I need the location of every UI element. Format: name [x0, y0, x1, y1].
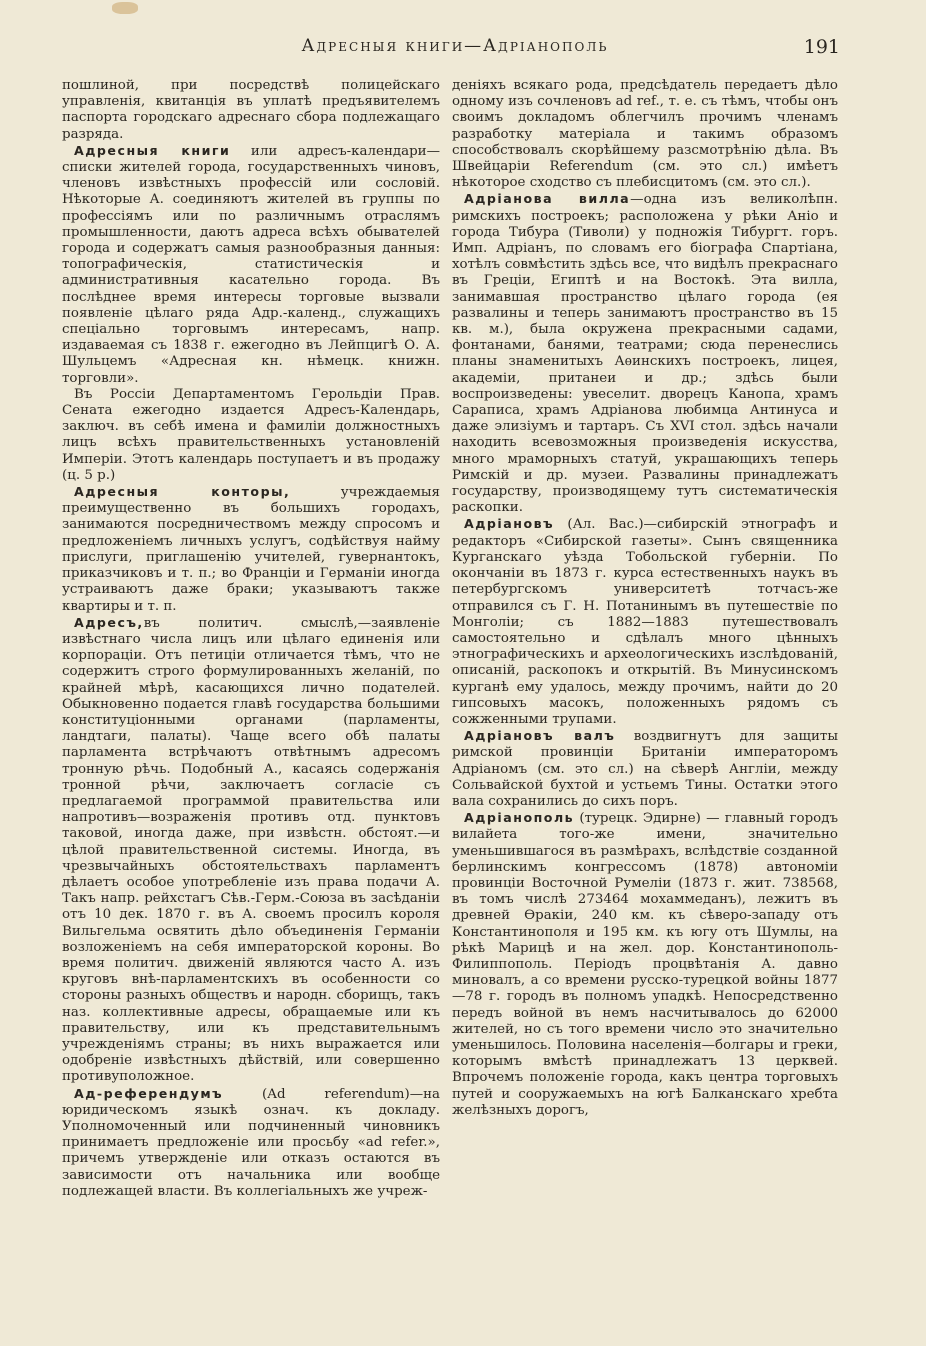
entry-adrianopol	[452, 810, 838, 1119]
headword: Адріановъ валъ	[464, 728, 616, 744]
entry-text: въ политич. смыслѣ,—заявленіе извѣстнаго числа лицъ или цѣлаго единенія или корпораціи. Отъ петиціи отличается тѣмъ, что не содержитъ строго формулированныхъ желаній, по крайней мѣрѣ, касающихся лично подателей. Обыкновенно подается главѣ государства большими конституціонными органами (парламенты, ландтаги, палаты). Чаще всего обѣ палаты парламента встрѣчаютъ отвѣтнымъ адресомъ тронную рѣчь. Подобный А., касаясь содержанія тронной рѣчи, заключаетъ согласіе съ предлагаемой программой правительства или напротивъ—возраженія противъ отд. пунктовъ таковой, иногда даже, при извѣстн. обстоят.—и цѣлой правительственной системы. Иногда, въ чрезвычайныхъ обстоятельствахъ парламентъ дѣлаетъ особое употребленіе изъ права подачи А. Такъ напр. рейхстагъ Сѣв.-Герм.-Союза въ засѣданіи отъ 10 дек. 1870 г. въ А. своемъ просилъ короля Вильгельма освятить дѣло объединенія Германіи возложеніемъ на себя императорской короны. Во время политич. движеній являются часто А. изъ круговъ внѣ-парламентскихъ въ особенности со стороны разныхъ обществъ и народн. сборищъ, такъ наз. коллективные адресы, обращаемые или къ правительству, или къ представительнымъ учрежденіямъ страны; въ нихъ выражается или одобреніе извѣстныхъ дѣйствій, или совершенно противуположное.	[62, 615, 440, 1085]
running-title: Адресныя книги—Адріанополь	[301, 36, 609, 56]
entry-text: или адресъ-календари—списки жителей города, государственныхъ чиновъ, членовъ извѣстныхъ профессій или сословій. Нѣкоторые А. соединяютъ жителей въ группы по профессіямъ или по различнымъ отраслямъ промышленности, даютъ адреса всѣхъ обывателей города и содержатъ самыя разнообразныя данныя: топографическія, статистическія и административныя касательно города. Въ послѣднее время интересы торговые вызвали появленіе цѣлаго ряда Адр.-календ., служащихъ спеціально торговымъ интересамъ, напр. издаваемая съ 1838 г. ежегодно въ Лейпцигѣ О. А. Шульцемъ «Адресная кн. нѣмецк. книжн. торговли».	[62, 143, 440, 386]
ink-smudge	[112, 2, 138, 14]
entry-adrianova-villa	[452, 191, 838, 516]
entry-adresnyya-kontory	[62, 484, 440, 615]
continued-paragraph: пошлиной, при посредствѣ полицейскаго управленія, квитанція въ уплатѣ предъявителемъ паспорта городскаго адреснаго сбора подлежащаго разряда.	[62, 78, 440, 142]
headword: Адресныя конторы,	[74, 484, 291, 500]
headword: Адресныя книги	[74, 142, 231, 158]
headword: Адресъ,	[74, 614, 144, 630]
entry-adres	[62, 615, 440, 1086]
left-column	[62, 78, 440, 1340]
entry-adresnyya-knigi	[62, 143, 440, 387]
entry-adrianov	[452, 516, 838, 728]
continued-paragraph: деніяхъ всякаго рода, предсѣдатель передаетъ дѣло одному изъ сочленовъ ad ref., т. е. съ тѣмъ, чтобы онъ своимъ докладомъ облегчилъ прочимъ членамъ разработку матеріала и такимъ образомъ способствовалъ скорѣйшему разсмотрѣнію дѣла. Въ Швейцаріи Referendum (см. это сл.) имѣетъ нѣкоторое сходство съ плебисцитомъ (см. это сл.).	[452, 78, 838, 191]
headword: Адріанова вилла	[464, 191, 631, 207]
entry-adrianov-val	[452, 728, 838, 810]
entry-text: —одна изъ великолѣпн. римскихъ построекъ; расположена у рѣки Аніо и города Тибура (Тиволи) у подножія Тибургт. горъ. Имп. Адріанъ, по словамъ его біографа Спартіана, хотѣлъ совмѣстить здѣсь все, что видѣлъ прекраснаго въ Греціи, Египтѣ и на Востокѣ. Эта вилла, занимавшая пространство цѣлаго города (ея развалины и теперь занимаютъ пространство въ 15 кв. м.), была окружена прекрасными садами, фонтанами, банями, театрами; сюда перенеслись планы знаменитыхъ Аѳинскихъ построекъ, лицея, академіи, пританеи и др.; здѣсь были воспроизведены: увеселит. дворецъ Канопа, храмъ Сараписа, храмъ Адріанова любимца Антинуса и даже элизіумъ и тартаръ. Съ XVI стол. здѣсь начали находить всевозможныя произведенія искусства, много мраморныхъ статуй, украшающихъ теперь Римскій и др. музеи. Развалины принадлежатъ государству, производящему тутъ систематическія раскопки.	[452, 192, 838, 516]
entry-text: учреждаемыя преимущественно въ большихъ городахъ, занимаются посредничествомъ между спросомъ и предложеніемъ личныхъ услугъ, содѣйствуя найму прислуги, приглашенію учителей, гувернантокъ, приказчиковъ и т. п.; во Франціи и Германіи иногда устраиваютъ даже браки; указываютъ также квартиры и т. п.	[62, 485, 440, 614]
entry-text: (Ал. Вас.)—сибирскій этнографъ и редакторъ «Сибирской газеты». Сынъ священника Курганскаго уѣзда Тобольской губерніи. По окончаніи въ 1873 г. курса естественныхъ наукъ въ петербургскомъ университетѣ тотчасъ-же отправился съ Г. Н. Потанинымъ въ путешествіе по Монголіи; съ 1882—1883 путешествовалъ самостоятельно и сдѣлалъ много цѣнныхъ этнографическихъ и археологическихъ изслѣдованій, описаній, раскопокъ и открытій. Въ Минусинскомъ курганѣ ему удалось, между прочимъ, найти до 20 гипсовыхъ масокъ, положенныхъ рядомъ съ сожженными трупами.	[452, 517, 838, 727]
entry-ad-referendum	[62, 1086, 440, 1200]
running-header	[70, 36, 840, 62]
entry-paragraph: Въ Россіи Департаментомъ Герольдіи Прав. Сената ежегодно издается Адресъ-Календарь, заключ. въ себѣ имена и фамиліи должностныхъ лицъ всѣхъ правительственныхъ установленій Имперіи. Этотъ календарь поступаетъ и въ продажу (ц. 5 р.)	[62, 386, 440, 483]
entry-text: (Ad referendum)—на юридическомъ языкѣ означ. къ докладу. Уполномоченный или подчиненный чиновникъ принимаетъ предложеніе или просьбу «ad refer.», причемъ утвержденіе или отказъ остаются въ зависимости отъ начальника или вообще подлежащей власти. Въ коллегіальныхъ же учреж-	[62, 1086, 440, 1199]
page-number: 191	[803, 36, 840, 58]
headword: Адріановъ	[464, 516, 555, 532]
entry-text: (турецк. Эдирне) — главный городъ вилайета того-же имени, значительно уменьшившагося въ размѣрахъ, вслѣдствіе созданной берлинскимъ конгрессомъ (1878) автономіи провинціи Восточной Румеліи (1873 г. жит. 738568, въ томъ числѣ 273464 мохаммеданъ), лежитъ въ древней Ѳракіи, 240 км. къ сѣверо-западу отъ Константинополя и 195 км. къ югу отъ Шумлы, на рѣкѣ Марицѣ и на жел. дор. Константинополь-Филиппополь. Періодъ процвѣтанія А. давно миновалъ, а со времени русско-турецкой войны 1877—78 г. городъ въ полномъ упадкѣ. Непосредственно передъ войной въ немъ насчитывалось до 62000 жителей, но съ того времени число это значительно уменьшилось. Половина населенія—болгары и греки, которымъ вмѣстѣ принадлежатъ 13 церквей. Впрочемъ положеніе города, какъ центра торговыхъ путей и сооружаемыхъ на югѣ Балканскаго хребта желѣзныхъ дорогъ,	[452, 811, 838, 1118]
right-column	[452, 78, 838, 1340]
entry-text: воздвигнутъ для защиты римской провинціи Британіи императоромъ Адріаномъ (см. это сл.) на сѣверѣ Англіи, между Сольвайской бухтой и устьемъ Тины. Остатки этого вала сохранились до сихъ поръ.	[452, 729, 838, 809]
headword: Адріанополь	[464, 810, 575, 826]
headword: Ад-референдумъ	[74, 1085, 224, 1101]
